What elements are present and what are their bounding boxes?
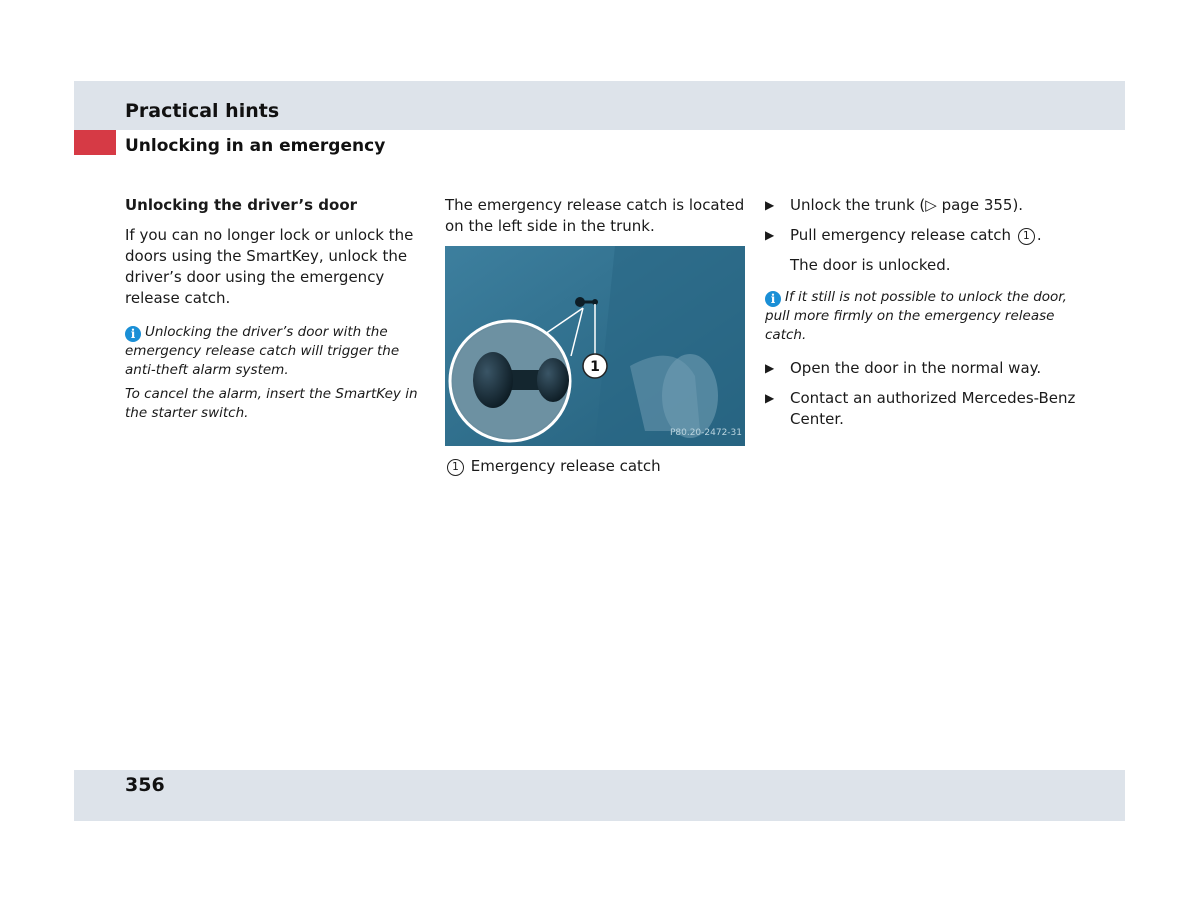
page-number: 356 bbox=[125, 774, 165, 796]
step-open-door bbox=[765, 358, 1085, 379]
bullet-arrow-icon: ▶ bbox=[765, 198, 775, 212]
catch-location-text: The emergency release catch is located on the left side in the trunk. bbox=[445, 196, 745, 235]
step-open-door-text: Open the door in the normal way. bbox=[790, 359, 1042, 377]
bullet-arrow-icon: ▶ bbox=[765, 391, 775, 405]
column-right bbox=[765, 195, 1085, 439]
figure-callout-1: 1 bbox=[590, 359, 600, 375]
step-pull-catch-number: 1 bbox=[1018, 228, 1035, 245]
figure-caption bbox=[445, 456, 745, 477]
step-pull-catch-text: Pull emergency release catch bbox=[790, 226, 1012, 244]
figure-code: P80.20-2472-31 bbox=[669, 428, 742, 438]
driver-door-body: If you can no longer lock or unlock the doors using the SmartKey, unlock the driver’s door using the emergency release catch. bbox=[125, 226, 414, 307]
bullet-arrow-icon: ▶ bbox=[765, 361, 775, 375]
info-icon: i bbox=[765, 291, 781, 307]
pull-firmly-note-text: If it still is not possible to unlock the door, pull more firmly on the emergency release catch. bbox=[765, 289, 1067, 343]
cancel-alarm-note: To cancel the alarm, insert the SmartKey in the starter switch. bbox=[125, 386, 418, 421]
step-pull-catch bbox=[765, 225, 1085, 246]
step-pull-catch-end: . bbox=[1036, 226, 1042, 244]
emergency-catch-figure bbox=[445, 246, 745, 446]
driver-door-heading: Unlocking the driver’s door bbox=[125, 196, 358, 214]
caption-text: Emergency release catch bbox=[470, 457, 661, 475]
caption-number: 1 bbox=[447, 459, 464, 476]
pull-firmly-note bbox=[765, 288, 1085, 344]
step-unlock-trunk-text: Unlock the trunk (▷ page 355). bbox=[790, 196, 1024, 214]
column-left bbox=[125, 195, 425, 428]
footer-band bbox=[74, 770, 1125, 821]
alarm-note bbox=[125, 323, 425, 379]
step-contact-center-text: Contact an authorized Mercedes-Benz Center. bbox=[790, 389, 1076, 428]
info-icon: i bbox=[125, 326, 141, 342]
alarm-note-text: Unlocking the driver’s door with the emergency release catch will trigger the anti-theft alarm system. bbox=[125, 324, 400, 378]
subsection-title: Unlocking in an emergency bbox=[125, 136, 386, 156]
section-marker bbox=[74, 130, 116, 155]
trunk-illustration bbox=[445, 246, 745, 446]
step-unlock-trunk bbox=[765, 195, 1085, 216]
section-title: Practical hints bbox=[125, 100, 280, 122]
bullet-arrow-icon: ▶ bbox=[765, 228, 775, 242]
door-unlocked-result: The door is unlocked. bbox=[790, 256, 951, 274]
column-middle bbox=[445, 195, 745, 477]
step-contact-center bbox=[765, 388, 1085, 430]
